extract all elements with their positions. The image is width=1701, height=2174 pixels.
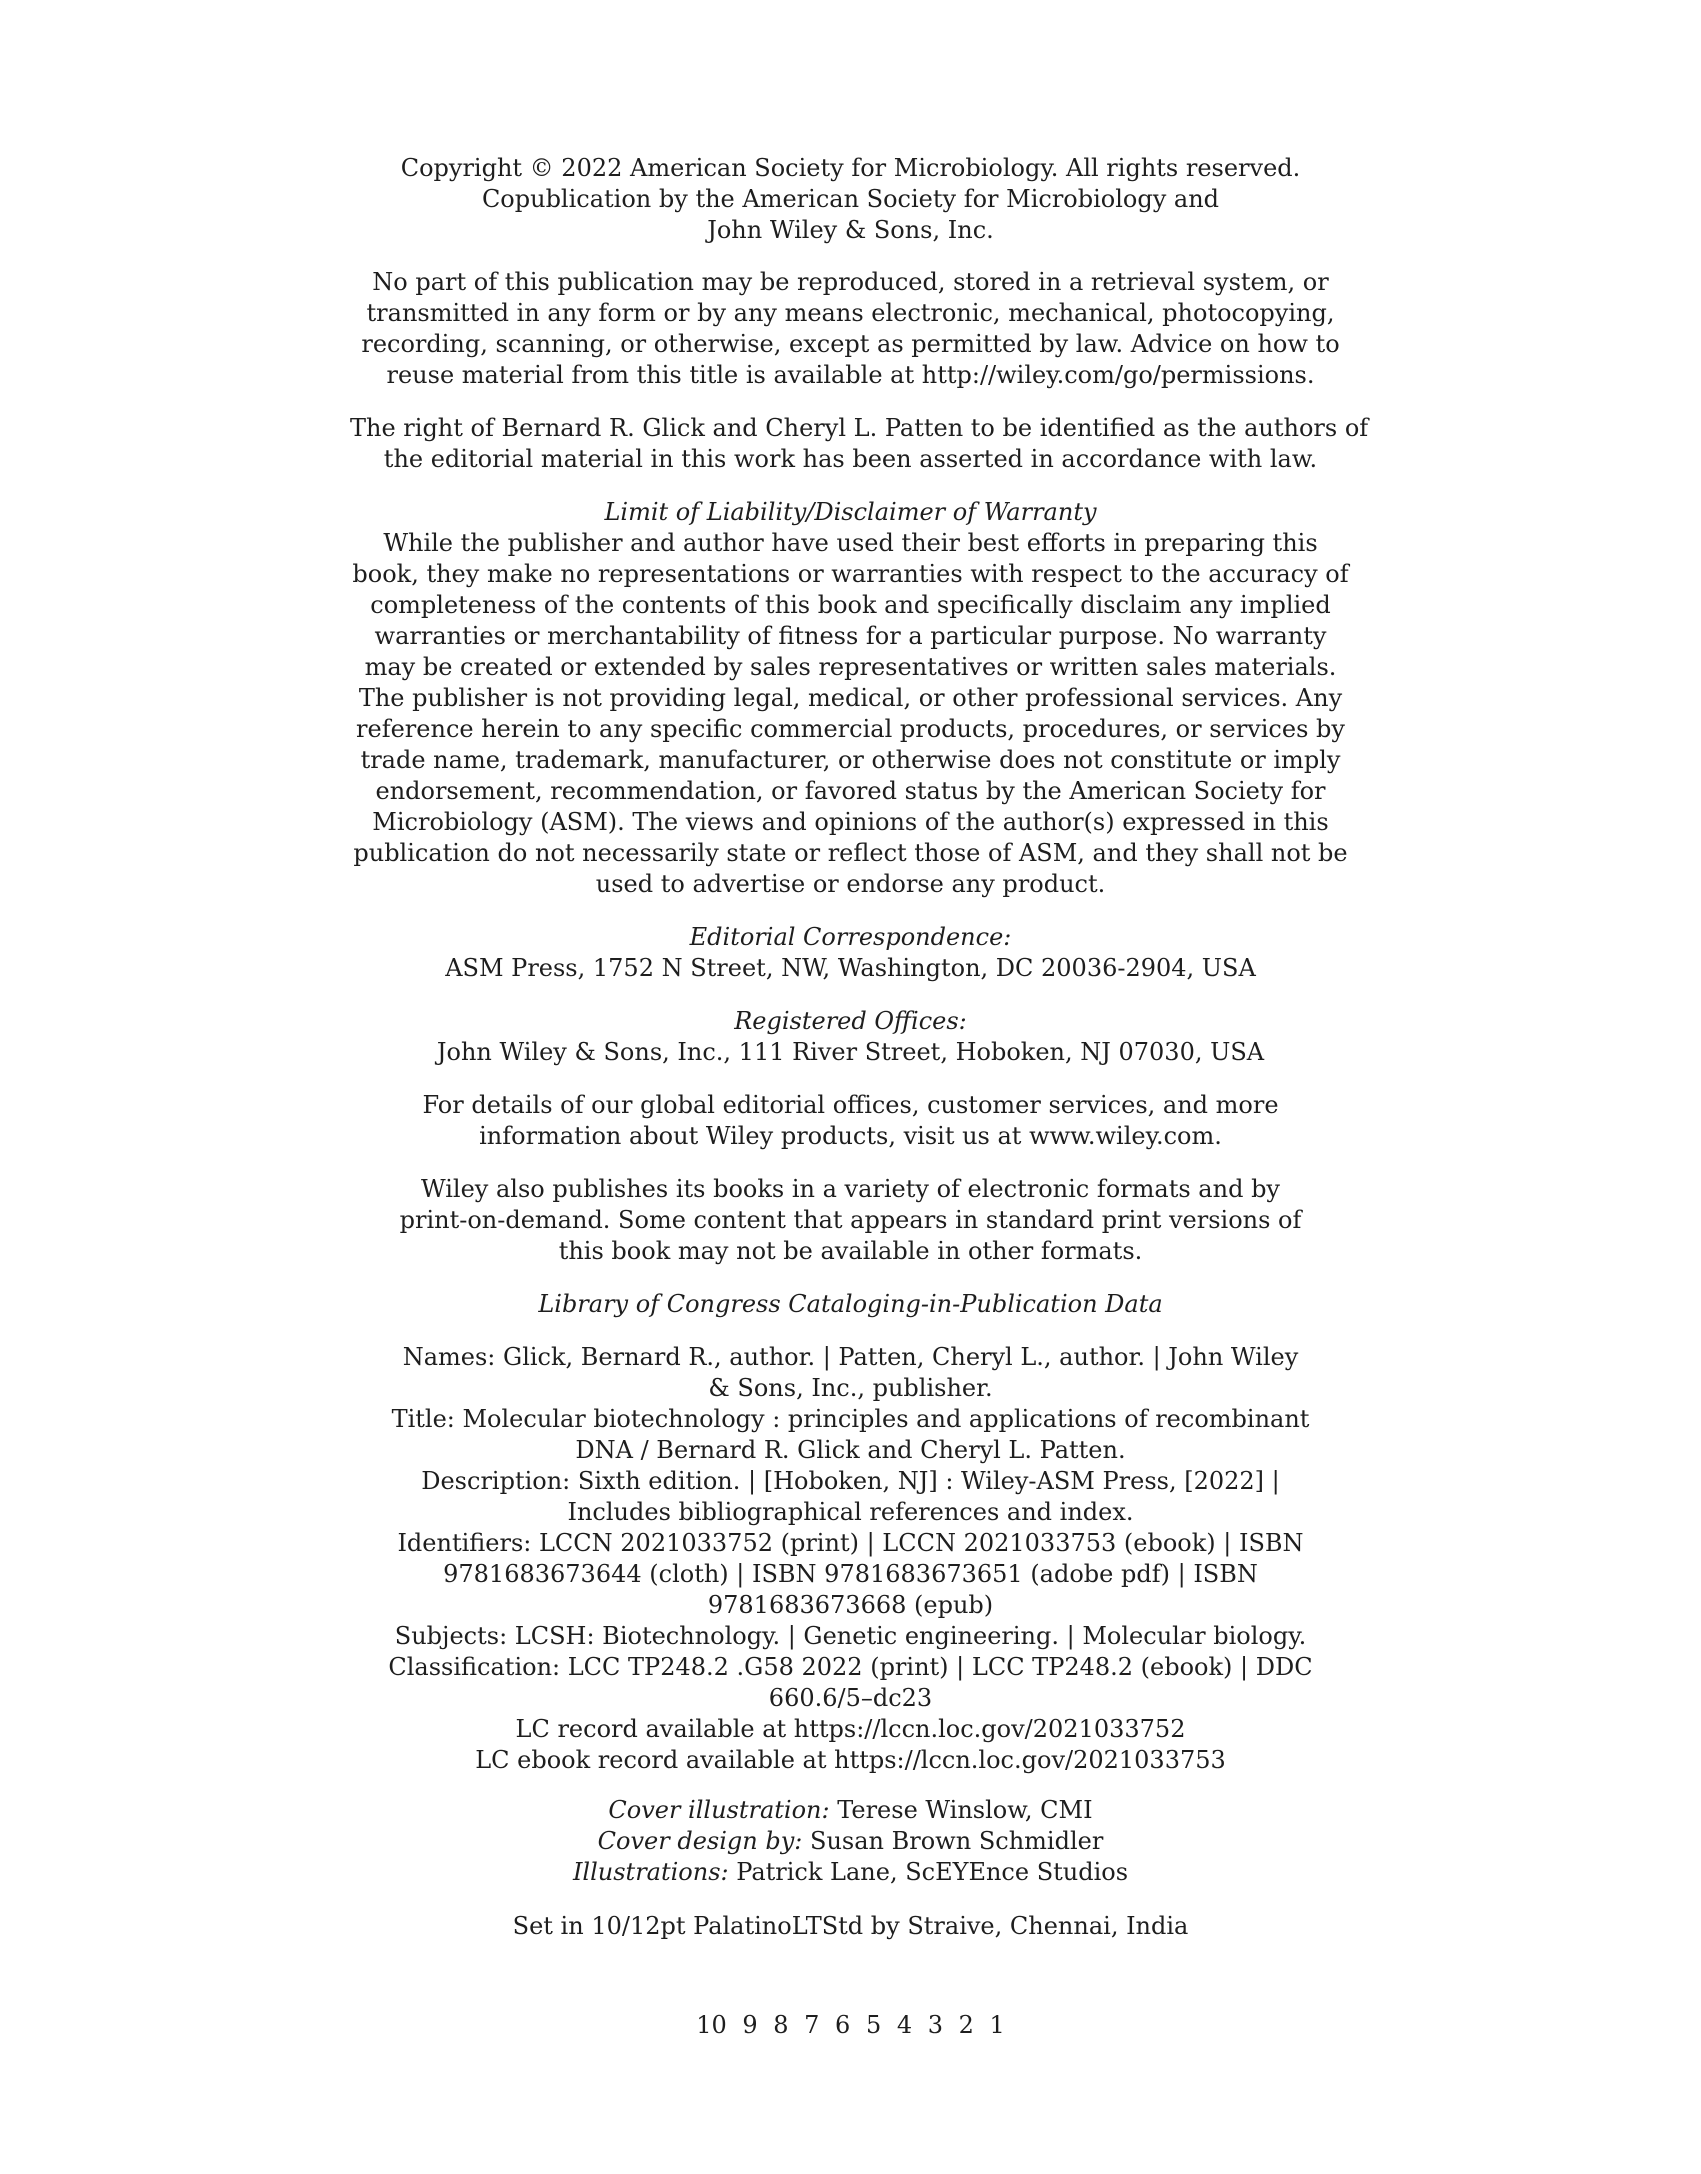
cip-heading-block xyxy=(350,1289,1351,1320)
text-line: The right of Bernard R. Glick and Cheryl L. Patten to be identified as the authors of xyxy=(350,414,1369,442)
text-line: reuse material from this title is available at http://wiley.com/go/permissions. xyxy=(386,361,1315,389)
cip-line: Description: Sixth edition. | [Hoboken, NJ] : Wiley-ASM Press, [2022] | xyxy=(421,1467,1280,1495)
registered-offices xyxy=(350,1006,1351,1068)
credit-value: Patrick Lane, ScEYEnce Studios xyxy=(736,1858,1129,1886)
text-line: print-on-demand. Some content that appears in standard print versions of xyxy=(399,1206,1302,1234)
cip-line: Identifiers: LCCN 2021033752 (print) | LCCN 2021033753 (ebook) | ISBN xyxy=(397,1529,1304,1557)
text-line: completeness of the contents of this book and specifically disclaim any implied xyxy=(370,591,1331,619)
registered-heading: Registered Offices: xyxy=(734,1007,967,1035)
credit-value: Susan Brown Schmidler xyxy=(810,1827,1104,1855)
credit-label: Illustrations: xyxy=(572,1858,729,1886)
cip-line: Classification: LCC TP248.2 .G58 2022 (print) | LCC TP248.2 (ebook) | DDC xyxy=(388,1653,1313,1681)
disclaimer-heading: Limit of Liability/Disclaimer of Warranty xyxy=(604,498,1097,526)
cip-heading: Library of Congress Cataloging-in-Publication Data xyxy=(538,1290,1163,1318)
copublication-line: John Wiley & Sons, Inc. xyxy=(707,216,994,244)
copyright-line: Copyright © 2022 American Society for Microbiology. All rights reserved. xyxy=(400,154,1301,182)
cip-data xyxy=(350,1342,1351,1776)
text-line: While the publisher and author have used their best efforts in preparing this xyxy=(383,529,1318,557)
credit-line xyxy=(350,1795,1351,1826)
reproduction-notice xyxy=(350,267,1351,391)
text-line: book, they make no representations or warranties with respect to the accuracy of xyxy=(352,560,1349,588)
credit-label: Cover design by: xyxy=(597,1827,803,1855)
cip-line: Subjects: LCSH: Biotechnology. | Genetic engineering. | Molecular biology. xyxy=(394,1622,1307,1650)
cip-line: LC ebook record available at https://lccn.loc.gov/2021033753 xyxy=(475,1746,1226,1774)
cip-line: Includes bibliographical references and index. xyxy=(567,1498,1134,1526)
text-line: endorsement, recommendation, or favored status by the American Society for xyxy=(375,777,1326,805)
registered-address: John Wiley & Sons, Inc., 111 River Street, Hoboken, NJ 07030, USA xyxy=(436,1038,1265,1066)
text-line: Wiley also publishes its books in a variety of electronic formats and by xyxy=(421,1175,1280,1203)
text-line: For details of our global editorial offices, customer services, and more xyxy=(422,1091,1279,1119)
text-line: reference herein to any specific commercial products, procedures, or services by xyxy=(356,715,1345,743)
cip-line: LC record available at https://lccn.loc.gov/2021033752 xyxy=(515,1715,1186,1743)
copublication-line: Copublication by the American Society for Microbiology and xyxy=(481,185,1220,213)
author-rights xyxy=(350,413,1369,475)
disclaimer xyxy=(350,497,1351,900)
cip-line: Title: Molecular biotechnology : principles and applications of recombinant xyxy=(391,1405,1310,1433)
credit-value: Terese Winslow, CMI xyxy=(837,1796,1093,1824)
cip-line: 660.6/5–dc23 xyxy=(768,1684,933,1712)
editorial-address: ASM Press, 1752 N Street, NW, Washington, DC 20036-2904, USA xyxy=(445,954,1256,982)
printing-number-line: 10 9 8 7 6 5 4 3 2 1 xyxy=(696,2011,1005,2039)
global-offices-notice xyxy=(350,1090,1351,1152)
formats-notice xyxy=(350,1174,1351,1267)
text-line: warranties or merchantability of fitness for a particular purpose. No warranty xyxy=(374,622,1327,650)
credit-line xyxy=(350,1826,1351,1857)
editorial-heading: Editorial Correspondence: xyxy=(689,923,1012,951)
text-line: recording, scanning, or otherwise, except as permitted by law. Advice on how to xyxy=(361,330,1340,358)
text-line: No part of this publication may be reproduced, stored in a retrieval system, or xyxy=(372,268,1329,296)
credit-line xyxy=(350,1857,1351,1888)
cip-line: Names: Glick, Bernard R., author. | Patten, Cheryl L., author. | John Wiley xyxy=(402,1343,1299,1371)
cip-line: 9781683673668 (epub) xyxy=(707,1591,994,1619)
cip-line: 9781683673644 (cloth) | ISBN 9781683673651 (adobe pdf) | ISBN xyxy=(443,1560,1258,1588)
typesetting-note: Set in 10/12pt PalatinoLTStd by Straive, Chennai, India xyxy=(512,1912,1189,1940)
copyright-notice xyxy=(350,153,1351,246)
credits xyxy=(350,1795,1351,1888)
text-line: transmitted in any form or by any means electronic, mechanical, photocopying, xyxy=(366,299,1335,327)
text-line: this book may not be available in other formats. xyxy=(558,1237,1143,1265)
text-line: may be created or extended by sales representatives or written sales materials. xyxy=(364,653,1337,681)
editorial-correspondence xyxy=(350,922,1351,984)
typesetting-note-block xyxy=(350,1911,1351,1942)
cip-line: & Sons, Inc., publisher. xyxy=(708,1374,993,1402)
text-line: information about Wiley products, visit us at www.wiley.com. xyxy=(479,1122,1222,1150)
text-line: the editorial material in this work has been asserted in accordance with law. xyxy=(383,445,1318,473)
text-line: The publisher is not providing legal, medical, or other professional services. Any xyxy=(358,684,1343,712)
text-line: publication do not necessarily state or reflect those of ASM, and they shall not be xyxy=(353,839,1348,867)
text-line: Microbiology (ASM). The views and opinions of the author(s) expressed in this xyxy=(372,808,1329,836)
credit-label: Cover illustration: xyxy=(608,1796,830,1824)
text-line: trade name, trademark, manufacturer, or otherwise does not constitute or imply xyxy=(360,746,1341,774)
text-line: used to advertise or endorse any product. xyxy=(595,870,1106,898)
cip-line: DNA / Bernard R. Glick and Cheryl L. Patten. xyxy=(575,1436,1126,1464)
